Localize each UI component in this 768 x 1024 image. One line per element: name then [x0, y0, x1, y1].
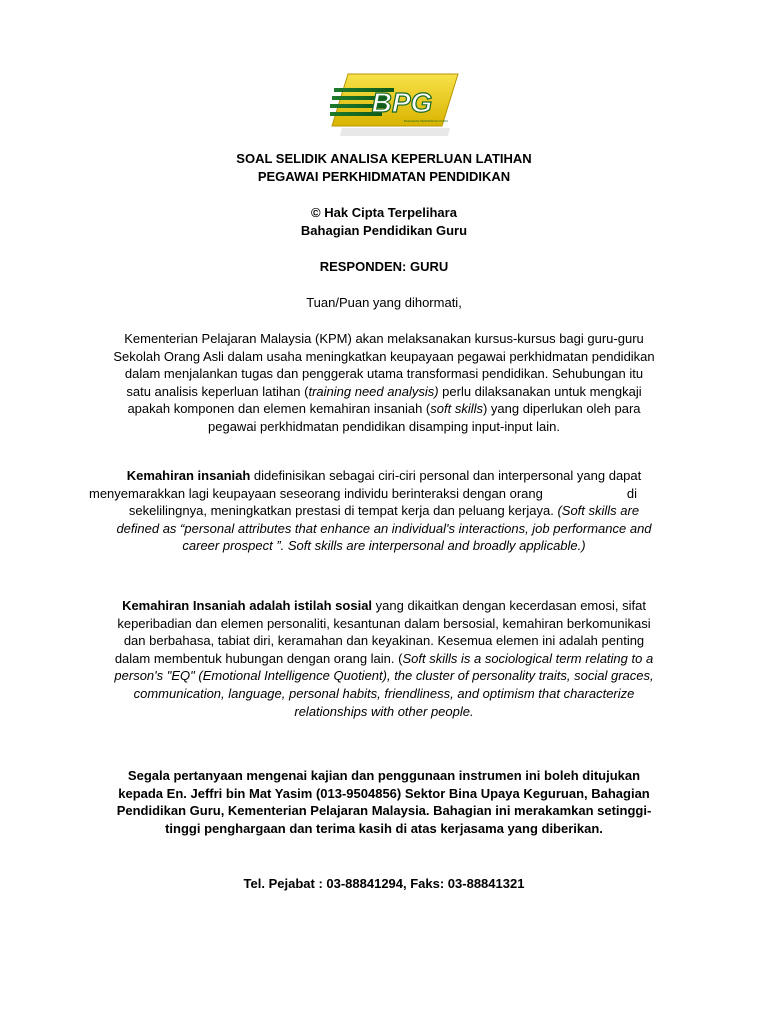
intro-line: pegawai perkhidmatan pendidikan disamping input-input lain. [208, 418, 560, 434]
definition-line: menyemarakkan lagi keupayaan seseorang individu berinteraksi dengan orang di [89, 485, 637, 501]
contact-paragraph [0, 767, 768, 837]
social-term-line: communication, language, personal habits, friendliness, and optimism that characterize [133, 685, 635, 701]
greeting: Tuan/Puan yang dihormati, [306, 295, 462, 310]
contact-line: Pendidikan Guru, Kementerian Pelajaran Malaysia. Bahagian ini merakamkan setinggi- [116, 803, 652, 819]
soft-skills-definition-paragraph [0, 467, 768, 555]
respondent-heading: RESPONDEN: GURU [319, 259, 449, 274]
bpg-logo-graphic [330, 70, 460, 140]
contact-line: tinggi penghargaan dan terima kasih di atas kerjasama yang diberikan. [165, 820, 603, 836]
social-term-line: relationships with other people. [294, 703, 474, 719]
copyright-line-2: Bahagian Pendidikan Guru [300, 223, 468, 238]
definition-line: career prospect ”. Soft skills are interpersonal and broadly applicable.) [182, 538, 586, 554]
title-line-2: PEGAWAI PERKHIDMATAN PENDIDIKAN [257, 169, 511, 184]
contact-line: Segala pertanyaan mengenai kajian dan penggunaan instrumen ini boleh ditujukan [127, 768, 641, 783]
copyright-line-1: © Hak Cipta Terpelihara [311, 205, 457, 220]
social-term-line: dalam membentuk hubungan dengan orang lain. (Soft skills is a sociological term relating to a [114, 650, 654, 666]
intro-line: dalam menjalankan tugas dan penggerak utama transformasi pendidikan. Sehubungan itu [124, 366, 644, 382]
social-term-paragraph [0, 597, 768, 720]
contact-line: kepada En. Jeffri bin Mat Yasim (013-9504856) Sektor Bina Upaya Keguruan, Bahagian [118, 785, 650, 801]
intro-line: Kementerian Pelajaran Malaysia (KPM) akan melaksanakan kursus-kursus bagi guru-guru [124, 331, 644, 346]
phone-fax-line: Tel. Pejabat : 03-88841294, Faks: 03-88841321 [243, 876, 525, 891]
social-term-line: keperibadian dan elemen personaliti, kesantunan dalam bersosial, kemahiran berkomunikasi [117, 615, 651, 631]
bpg-logo [330, 70, 460, 140]
social-term-line: Kemahiran Insaniah adalah istilah sosial yang dikaitkan dengan kecerdasan emosi, sifat [122, 598, 646, 613]
intro-line: satu analisis keperluan latihan (training need analysis) perlu dilaksanakan untuk mengkaji [126, 383, 642, 399]
logo-subtext: BAHAGIAN PENDIDIKAN GURU [403, 119, 449, 123]
definition-line: defined as “personal attributes that enhance an individual's interactions, job performance and [116, 520, 652, 536]
logo-letters: BPG [371, 87, 433, 118]
social-term-line: person's "EQ" (Emotional Intelligence Quotient), the cluster of personality traits, social graces, [114, 668, 654, 684]
intro-line: Sekolah Orang Asli dalam usaha meningkatkan keupayaan pegawai perkhidmatan pendidikan [113, 348, 655, 364]
title-line-1: SOAL SELIDIK ANALISA KEPERLUAN LATIHAN [236, 151, 532, 166]
social-term-line: dan berbahasa, tabiat diri, keramahan dan keyakinan. Kesemua elemen ini adalah penting [123, 633, 645, 649]
intro-line: apakah komponen dan elemen kemahiran insaniah (soft skills) yang diperlukan oleh para [127, 401, 641, 417]
definition-line: Kemahiran insaniah didefinisikan sebagai ciri-ciri personal dan interpersonal yang dapat [126, 468, 642, 483]
definition-line: sekelilingnya, meningkatkan prestasi di tempat kerja dan peluang kerjaya. (Soft skills are [128, 503, 640, 519]
intro-paragraph [0, 330, 768, 436]
